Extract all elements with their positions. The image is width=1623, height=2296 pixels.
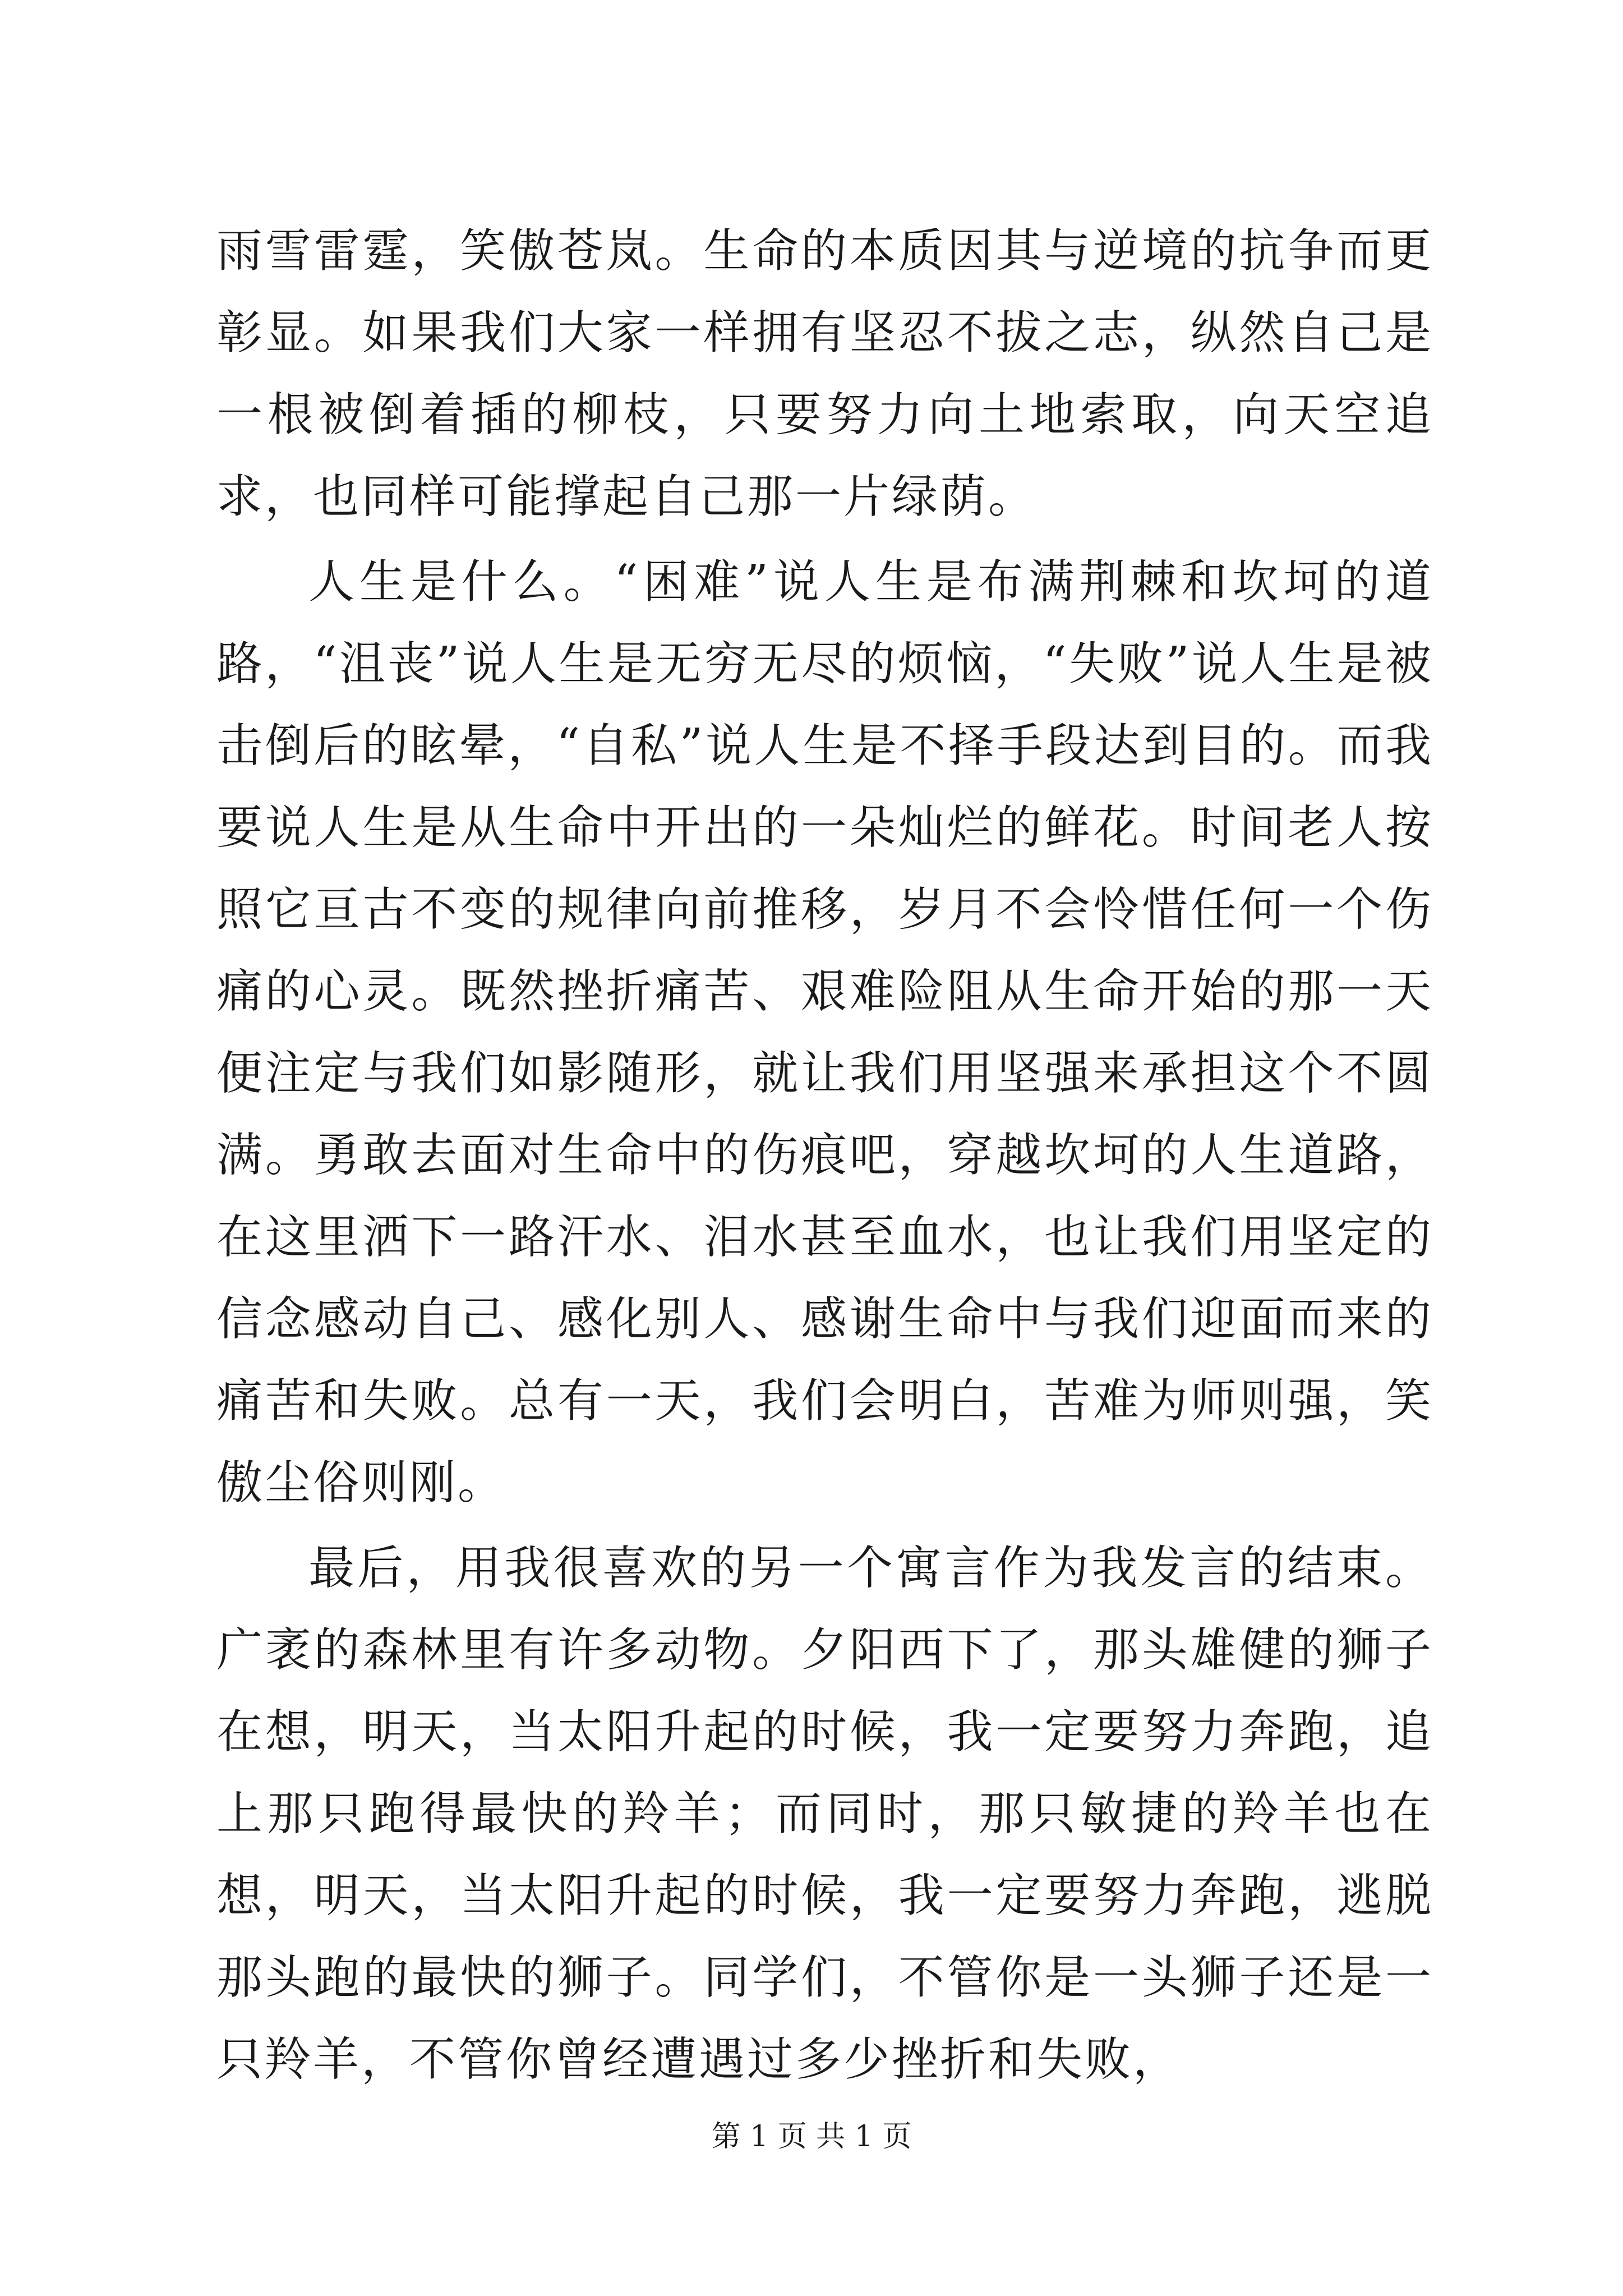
document-body bbox=[216, 210, 1433, 2101]
paragraph-closing-fable: 最后，用我很喜欢的另一个寓言作为我发言的结束。广袤的森林里有许多动物。夕阳西下了，那头雄健的狮子在想，明天，当太阳升起的时候，我一定要努力奔跑，追上那只跑得最快的羚羊；而同时，那只敏捷的羚羊也在想，明天，当太阳升起的时候，我一定要努力奔跑，逃脱那头跑的最快的狮子。同学们，不管你是一头狮子还是一只羚羊，不管你曾经遭遇过多少挫折和失败， bbox=[216, 1542, 1433, 2086]
paragraph-what-is-life: 人生是什么。“困难”说人生是布满荆棘和坎坷的道路，“沮丧”说人生是无穷无尽的烦恼，“失败”说人生是被击倒后的眩晕，“自私”说人生是不择手段达到目的。而我要说人生是从生命中开出的一朵灿烂的鲜花。时间老人按照它亘古不变的规律向前推移，岁月不会怜惜任何一个伤痛的心灵。既然挫折痛苦、艰难险阻从生命开始的那一天便注定与我们如影随形，就让我们用坚强来承担这个不圆满。勇敢去面对生命中的伤痕吧，穿越坎坷的人生道路，在这里洒下一路汗水、泪水甚至血水，也让我们用坚定的信念感动自己、感化别人、感谢生命中与我们迎面而来的痛苦和失败。总有一天，我们会明白，苦难为师则强，笑傲尘俗则刚。 bbox=[216, 555, 1433, 1510]
paragraph-continuation: 雨雪雷霆，笑傲苍岚。生命的本质因其与逆境的抗争而更彰显。如果我们大家一样拥有坚忍不拔之志，纵然自己是一根被倒着插的柳枝，只要努力向土地索取，向天空追求，也同样可能撑起自己那一片绿荫。 bbox=[216, 224, 1433, 523]
page-footer: 第 1 页 共 1 页 bbox=[711, 2120, 912, 2154]
